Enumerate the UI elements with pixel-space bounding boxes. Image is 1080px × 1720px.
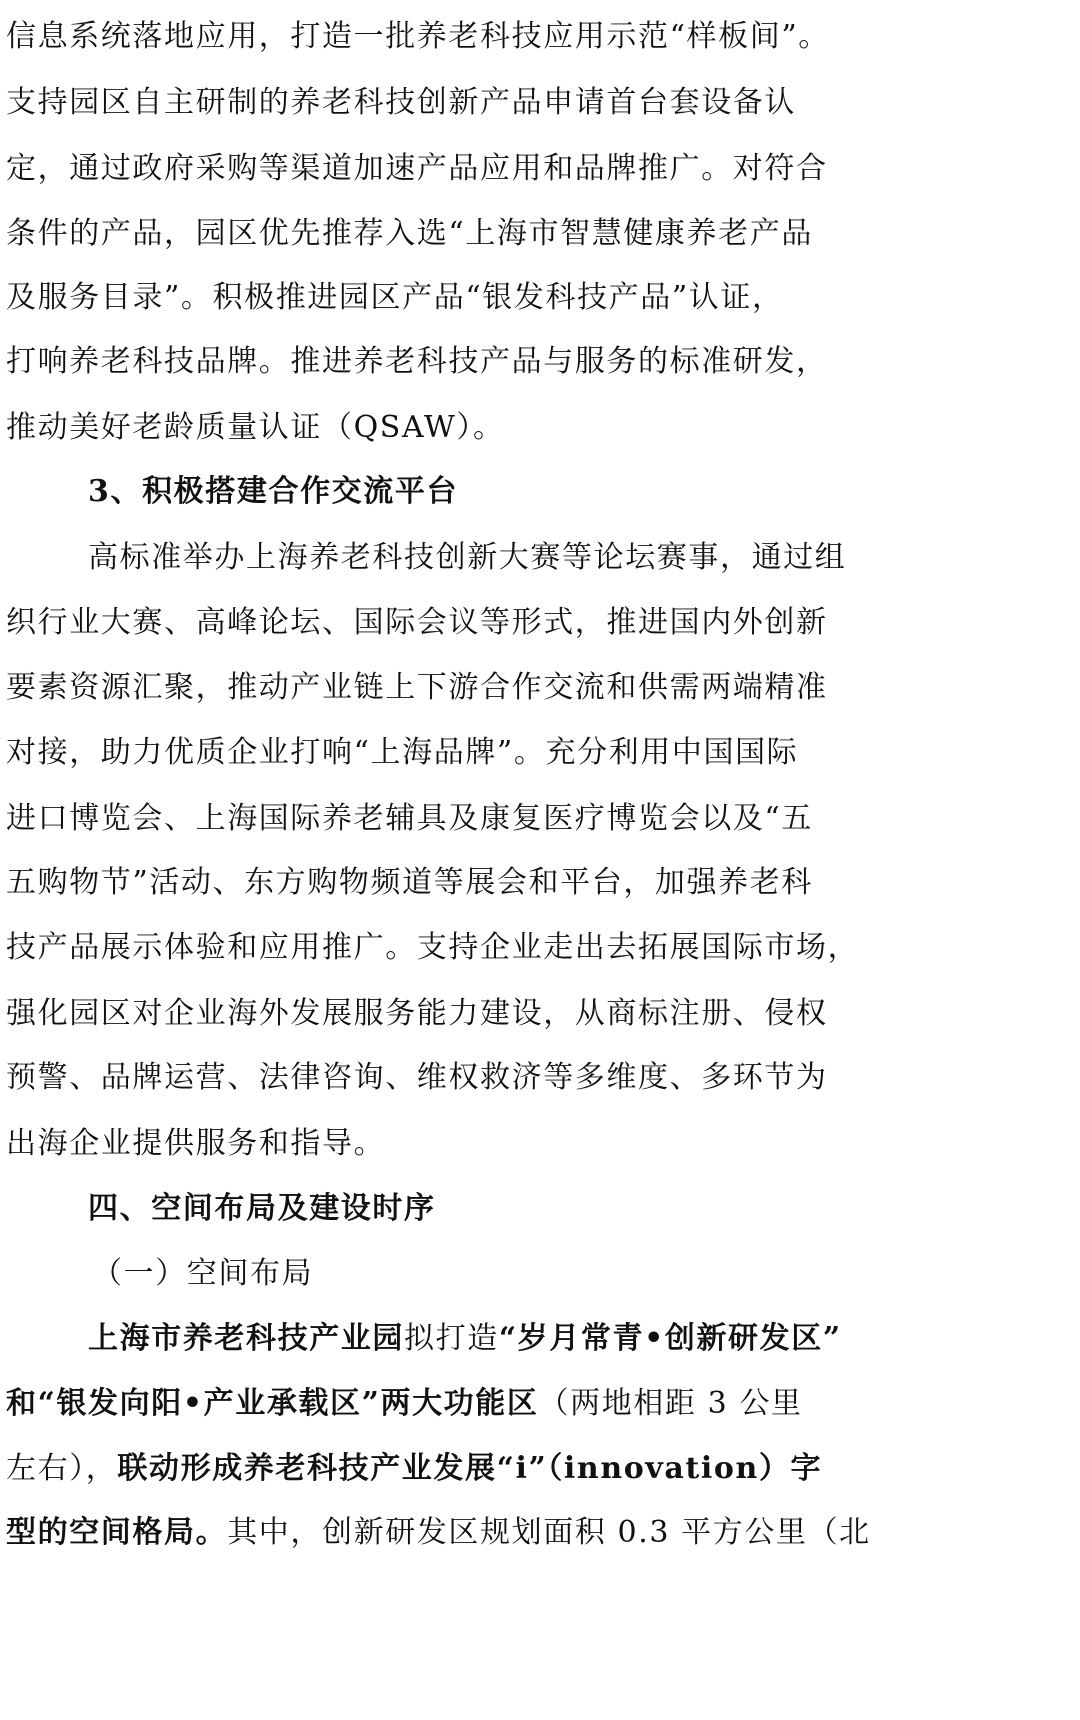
paragraph-line xyxy=(6,1369,1080,1439)
paragraph-line xyxy=(6,1434,1080,1504)
bold-text: “岁月常青•创新研发区” xyxy=(498,1321,842,1356)
paragraph-line: 织行业大赛、高峰论坛、国际会议等形式，推进国内外创新 xyxy=(6,605,828,640)
paragraph-line: 及服务目录”。积极推进园区产品“银发科技产品”认证， xyxy=(6,280,784,315)
paragraph-line: 对接，助力优质企业打响“上海品牌”。充分利用中国国际 xyxy=(6,735,799,770)
paragraph-line xyxy=(88,1304,1080,1374)
paragraph-line: 强化园区对企业海外发展服务能力建设，从商标注册、侵权 xyxy=(6,996,828,1031)
bold-text: 型的空间格局。 xyxy=(6,1515,228,1550)
paragraph-line: 信息系统落地应用，打造一批养老科技应用示范“样板间”。 xyxy=(6,19,830,54)
paragraph-line xyxy=(6,1498,1080,1568)
paragraph-line: 支持园区自主研制的养老科技创新产品申请首台套设备认 xyxy=(6,85,796,120)
normal-text: 左右）， xyxy=(6,1451,118,1486)
paragraph-line: 五购物节”活动、东方购物频道等展会和平台，加强养老科 xyxy=(6,865,813,900)
normal-text: 拟打造 xyxy=(404,1321,499,1356)
section-heading: 3、积极搭建合作交流平台 xyxy=(88,474,459,509)
bold-text: 联动形成养老科技产业发展“i”（innovation）字 xyxy=(117,1451,823,1486)
paragraph-line: 要素资源汇聚，推动产业链上下游合作交流和供需两端精准 xyxy=(6,670,828,705)
bold-text: 上海市养老科技产业园 xyxy=(88,1321,404,1356)
chapter-heading: 四、空间布局及建设时序 xyxy=(88,1191,436,1226)
paragraph-line: 预警、品牌运营、法律咨询、维权救济等多维度、多环节为 xyxy=(6,1060,828,1095)
paragraph-line: 出海企业提供服务和指导。 xyxy=(6,1126,386,1161)
paragraph-line: 高标准举办上海养老科技创新大赛等论坛赛事，通过组 xyxy=(88,540,847,575)
subsection-heading: （一）空间布局 xyxy=(92,1256,314,1291)
paragraph-line: 推动美好老龄质量认证（QSAW）。 xyxy=(6,410,505,445)
paragraph-line: 定，通过政府采购等渠道加速产品应用和品牌推广。对符合 xyxy=(6,151,828,186)
paragraph-line: 进口博览会、上海国际养老辅具及康复医疗博览会以及“五 xyxy=(6,801,813,836)
paragraph-line: 条件的产品，园区优先推荐入选“上海市智慧健康养老产品 xyxy=(6,216,813,251)
paragraph-line: 技产品展示体验和应用推广。支持企业走出去拓展国际市场， xyxy=(6,930,860,965)
normal-text: 其中，创新研发区规划面积 0.3 平方公里（北 xyxy=(227,1515,871,1550)
paragraph-line: 打响养老科技品牌。推进养老科技产品与服务的标准研发， xyxy=(6,344,828,379)
normal-text: （两地相距 3 公里 xyxy=(538,1386,803,1421)
bold-text: 和“银发向阳•产业承载区”两大功能区 xyxy=(6,1386,539,1421)
